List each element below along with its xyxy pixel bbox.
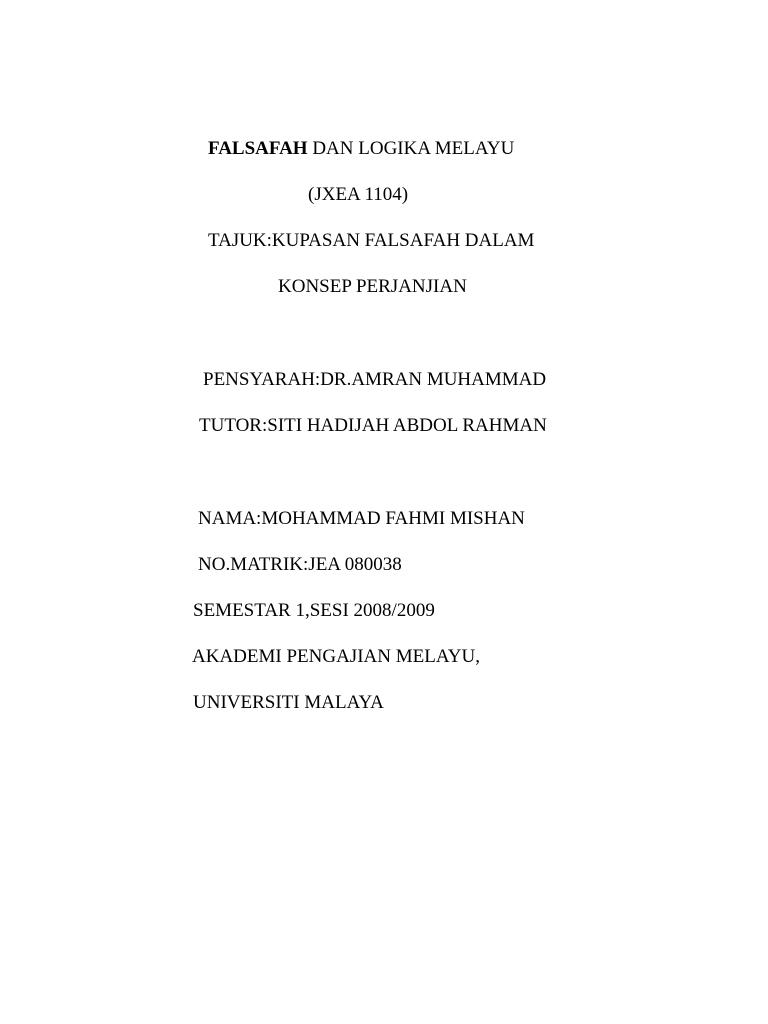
- student-name-line: NAMA:MOHAMMAD FAHMI MISHAN: [198, 508, 525, 529]
- university-line: UNIVERSITI MALAYA: [193, 692, 384, 713]
- academy-line: AKADEMI PENGAJIAN MELAYU,: [192, 646, 480, 667]
- tutor-line: TUTOR:SITI HADIJAH ABDOL RAHMAN: [199, 415, 547, 436]
- course-title: [208, 137, 514, 161]
- matric-number-line: NO.MATRIK:JEA 080038: [198, 554, 402, 575]
- topic-line-1: TAJUK:KUPASAN FALSAFAH DALAM: [208, 230, 535, 251]
- lecturer-line: PENSYARAH:DR.AMRAN MUHAMMAD: [203, 369, 547, 390]
- course-title-bold: FALSAFAH: [208, 138, 308, 159]
- topic-line-2: KONSEP PERJANJIAN: [278, 276, 467, 297]
- semester-line: SEMESTAR 1,SESI 2008/2009: [193, 600, 435, 621]
- course-code: (JXEA 1104): [308, 184, 409, 205]
- course-title-rest: DAN LOGIKA MELAYU: [307, 138, 515, 159]
